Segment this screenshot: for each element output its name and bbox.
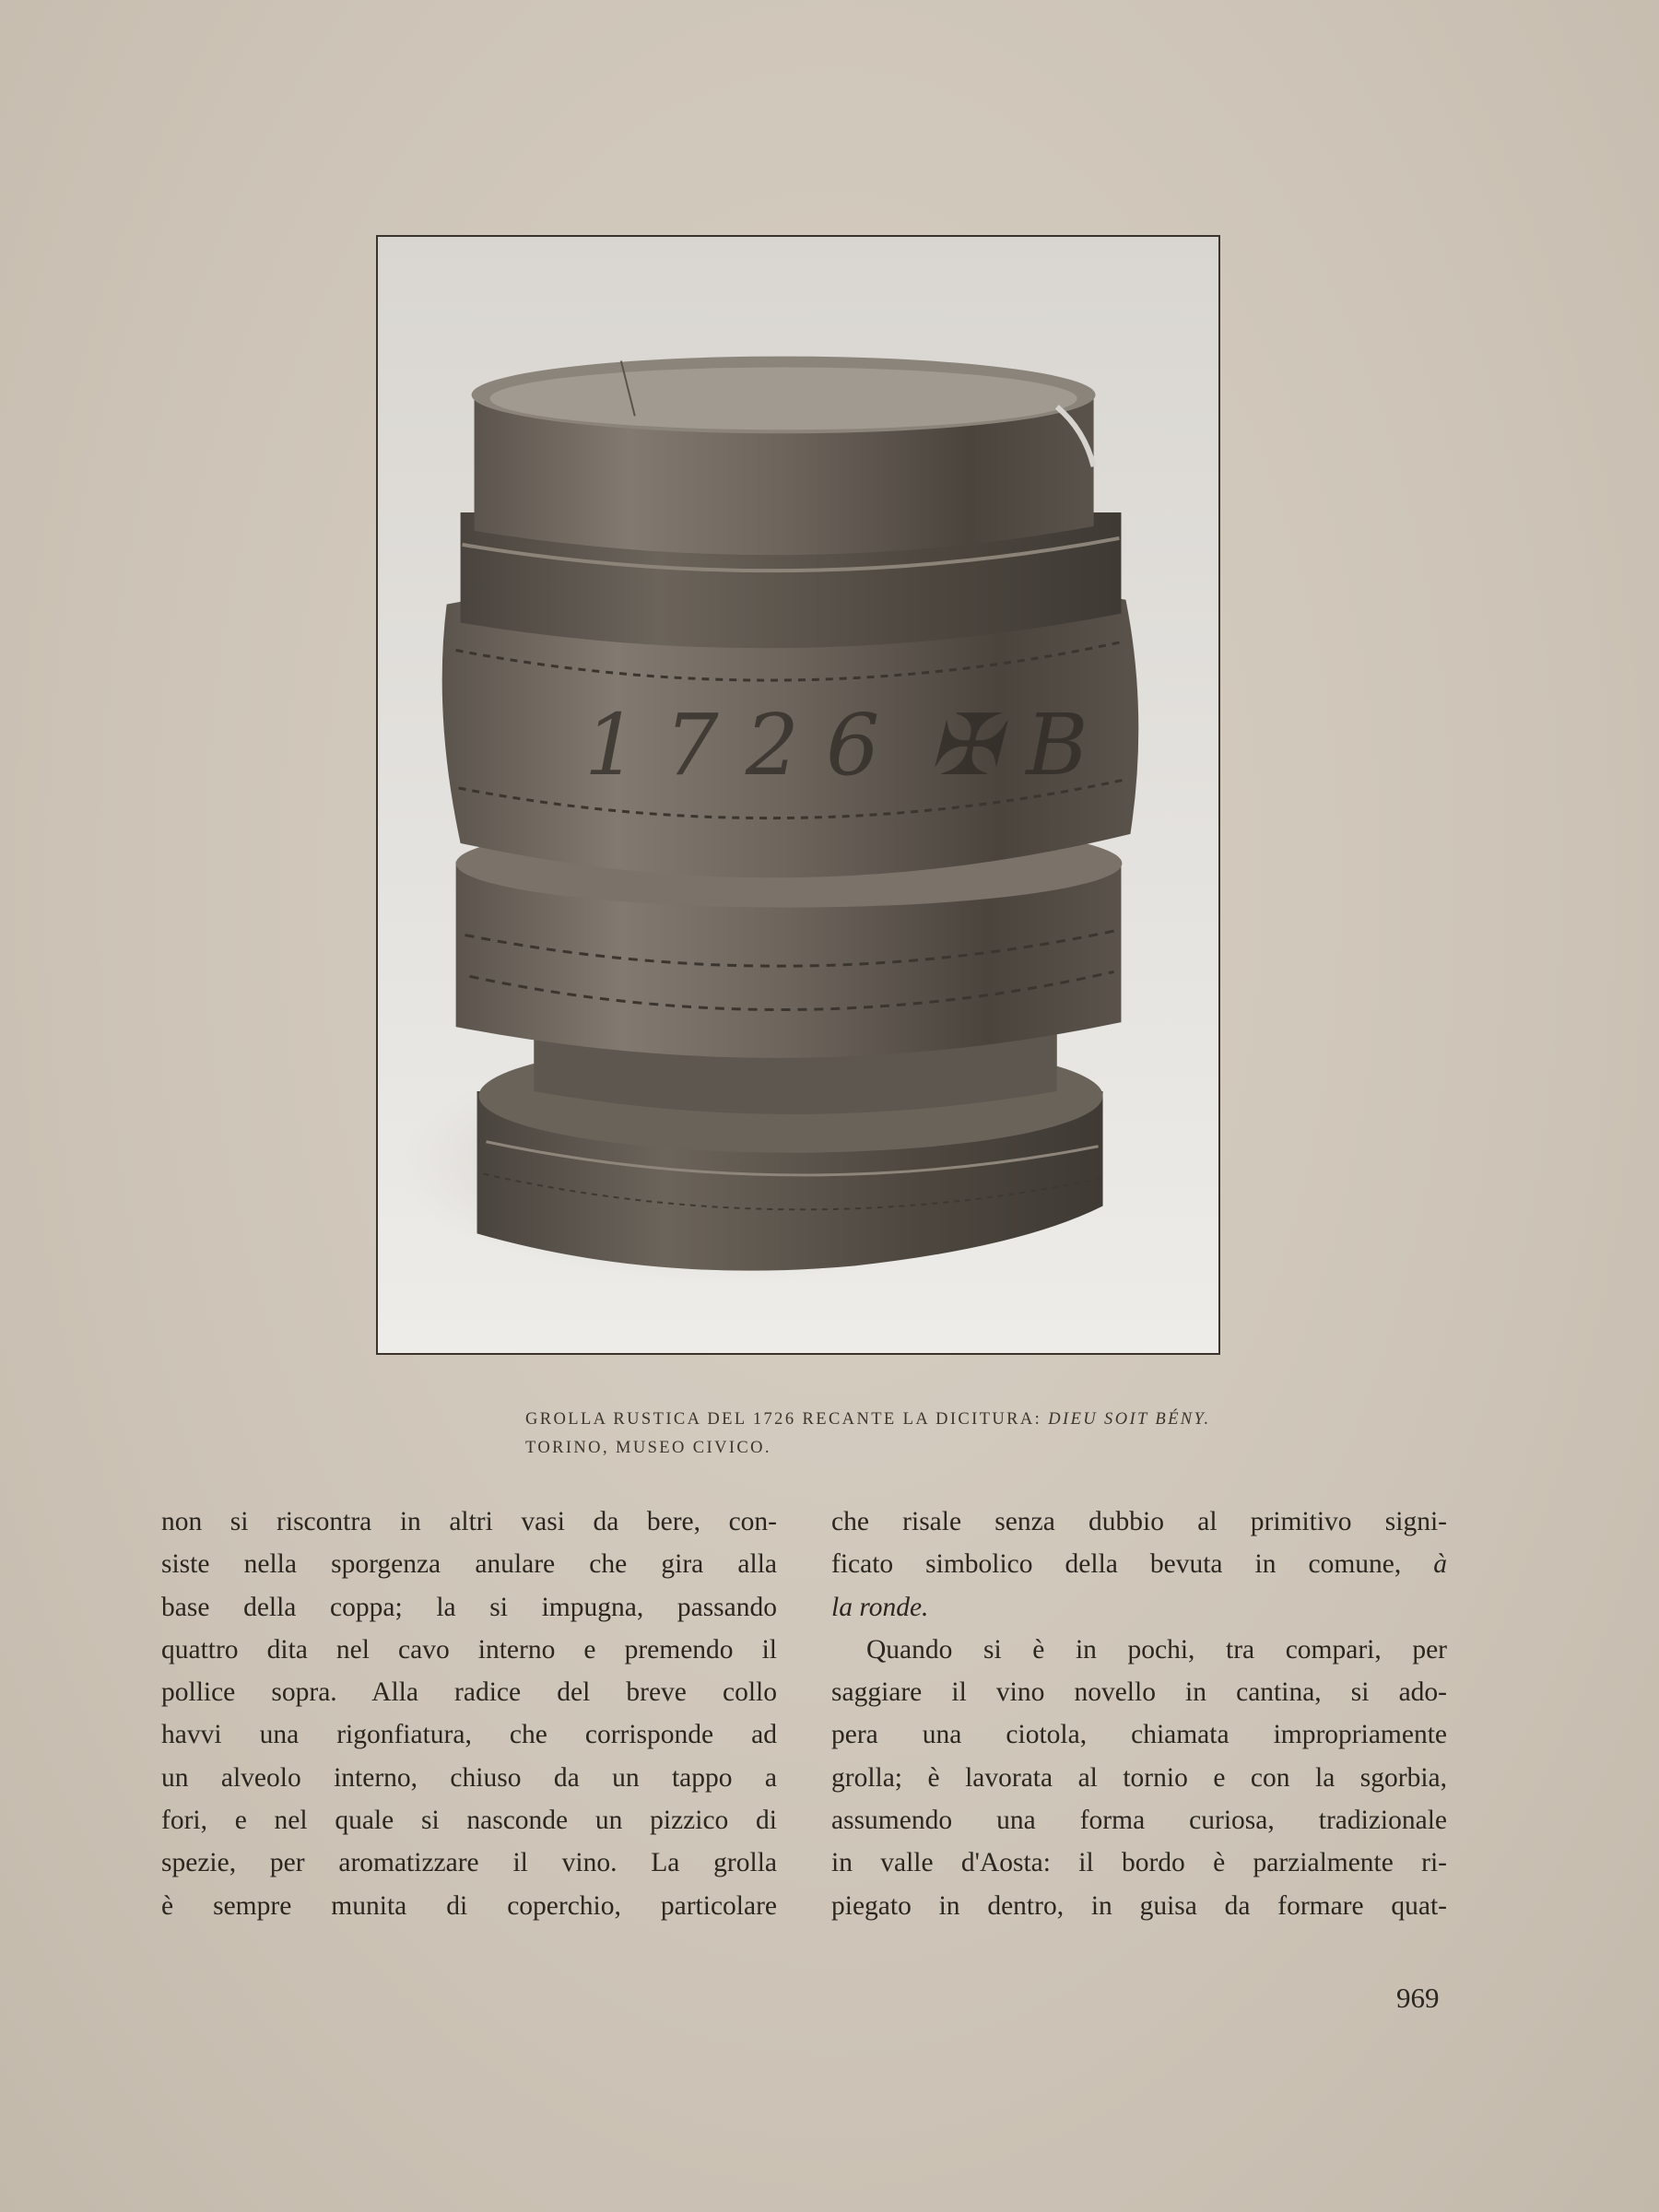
text-line: che risale senza dubbio al primitivo signi- [831,1507,1447,1536]
text-line: quattro dita nel cavo interno e premendo il [161,1634,777,1665]
svg-text:1 7 2 6: 1 7 2 6 [584,696,880,795]
right-text-column [831,1500,1447,1927]
grolla-illustration [378,237,1218,1353]
text-line: piegato in dentro, in guisa da formare quat- [831,1890,1447,1921]
italic-phrase: la ronde. [831,1592,929,1622]
paragraph-start-line: Quando si è in pochi, tra compari, per [866,1634,1447,1665]
text-line: fori, e nel quale si nasconde un pizzico di [161,1806,777,1836]
text-line: in valle d'Aosta: il bordo è parzialmente ri- [831,1848,1447,1878]
svg-text:✠ B: ✠ B [928,696,1088,795]
page-number: 969 [1396,1982,1440,2014]
text-line: grolla; è lavorata al tornio e con la sgorbia, [831,1762,1447,1793]
text-line: base della coppa; la si impugna, passando [161,1592,777,1622]
caption-line-1: GROLLA RUSTICA DEL 1726 RECANTE LA DICITURA: DIEU SOIT BÉNY. [525,1410,1211,1429]
text-line: havvi una rigonfiatura, che corrisponde ad [161,1720,777,1750]
text-line: ficato simbolico della bevuta in comune, à [831,1549,1447,1580]
text-line: non si riscontra in altri vasi da bere, con- [161,1507,777,1536]
text-line: saggiare il vino novello in cantina, si ado- [831,1677,1447,1708]
text-line: un alveolo interno, chiuso da un tappo a [161,1762,777,1793]
grolla-photograph [376,235,1220,1355]
text-line [831,1586,1447,1629]
text-line: pera una ciotola, chiamata impropriamente [831,1720,1447,1750]
text-line: assumendo una forma curiosa, tradizionale [831,1806,1447,1836]
text-line: pollice sopra. Alla radice del breve collo [161,1677,777,1708]
figure-caption [525,1406,1263,1463]
left-text-column [161,1500,777,1927]
text-line: siste nella sporgenza anulare che gira alla [161,1549,777,1580]
italic-phrase: à [1433,1549,1447,1580]
caption-line-2: TORINO, MUSEO CIVICO. [525,1439,771,1457]
caption-inscription: DIEU SOIT BÉNY. [1048,1410,1211,1429]
text-line: è sempre munita di coperchio, particolare [161,1890,777,1921]
text-line: spezie, per aromatizzare il vino. La grolla [161,1848,777,1878]
